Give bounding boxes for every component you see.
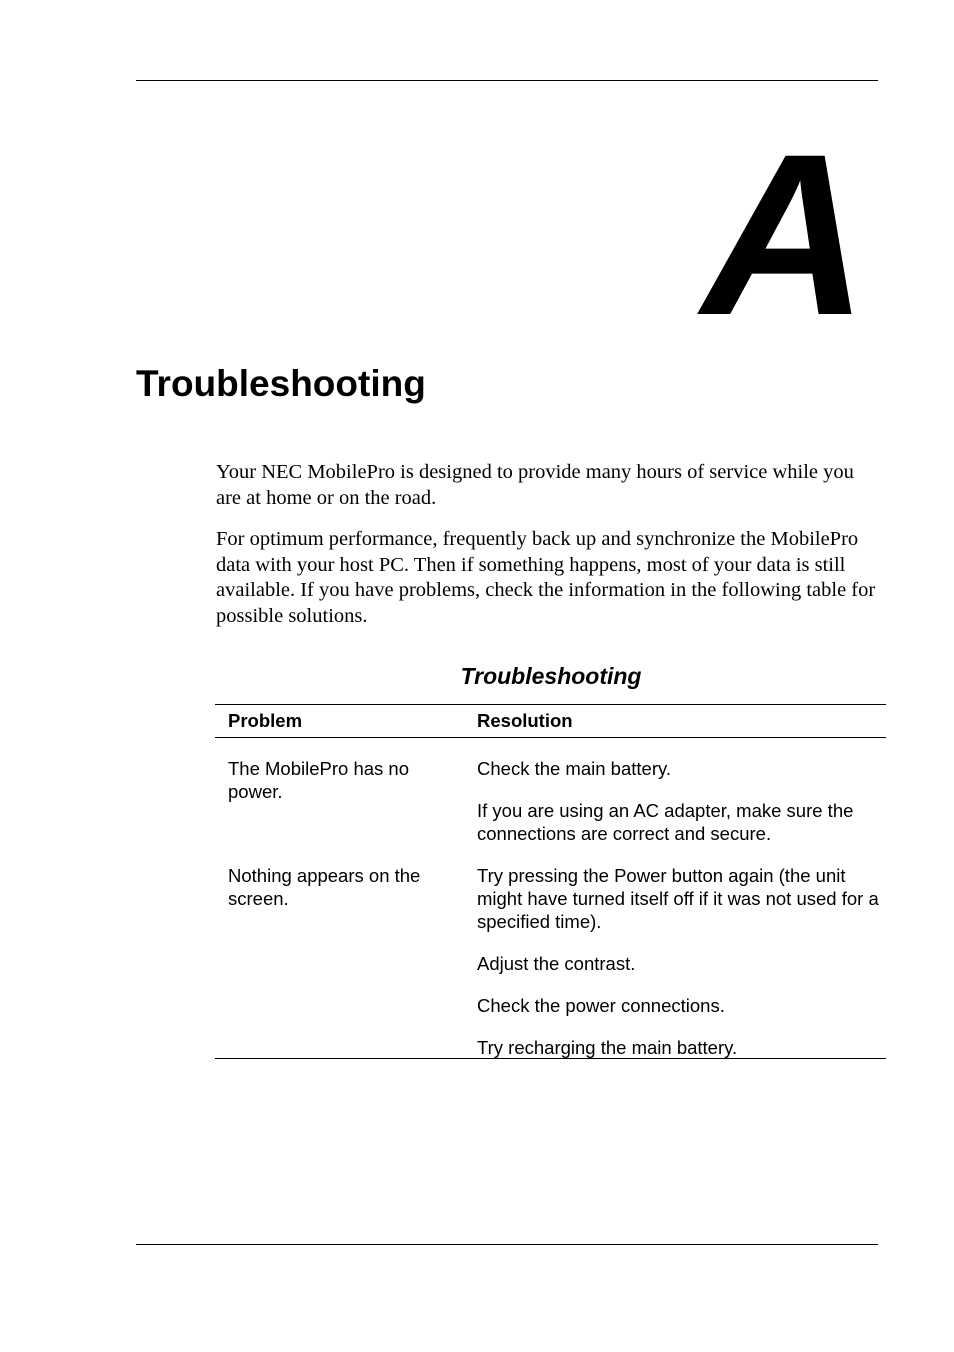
header-rule <box>136 80 878 81</box>
table-header-resolution: Resolution <box>477 710 573 731</box>
table-caption: Troubleshooting <box>460 663 642 689</box>
table-cell-resolution: Check the main battery. <box>477 758 671 779</box>
table-bottom-rule <box>215 1058 886 1059</box>
chapter-title: Troubleshooting <box>136 363 426 404</box>
table-header-rule <box>215 737 886 738</box>
table-cell-resolution: Adjust the contrast. <box>477 953 636 974</box>
table-cell-resolution: Try recharging the main battery. <box>477 1037 738 1058</box>
table-header-problem: Problem <box>228 710 303 731</box>
table-cell-problem: The MobilePro has no power. <box>228 758 409 802</box>
table-top-rule <box>215 704 886 705</box>
table-cell-resolution: Try pressing the Power button again (the unit might have turned itself off if it was not used for a specified time). <box>477 865 879 932</box>
body-paragraph: For optimum performance, frequently back up and synchronize the MobilePro data with your host PC. Then if something happens, most of your data is still available. If you have problems, check the information in the following table for possible solutions. <box>216 528 876 627</box>
table-cell-resolution: Check the power connections. <box>477 995 725 1016</box>
table-cell-problem: Nothing appears on the screen. <box>228 865 421 909</box>
intro-paragraph: Your NEC MobilePro is designed to provide many hours of service while you are at home or on the road. <box>216 461 854 509</box>
chapter-letter: A <box>701 106 868 363</box>
footer-rule <box>136 1244 878 1245</box>
table-cell-resolution: If you are using an AC adapter, make sure the connections are correct and secure. <box>477 800 854 844</box>
